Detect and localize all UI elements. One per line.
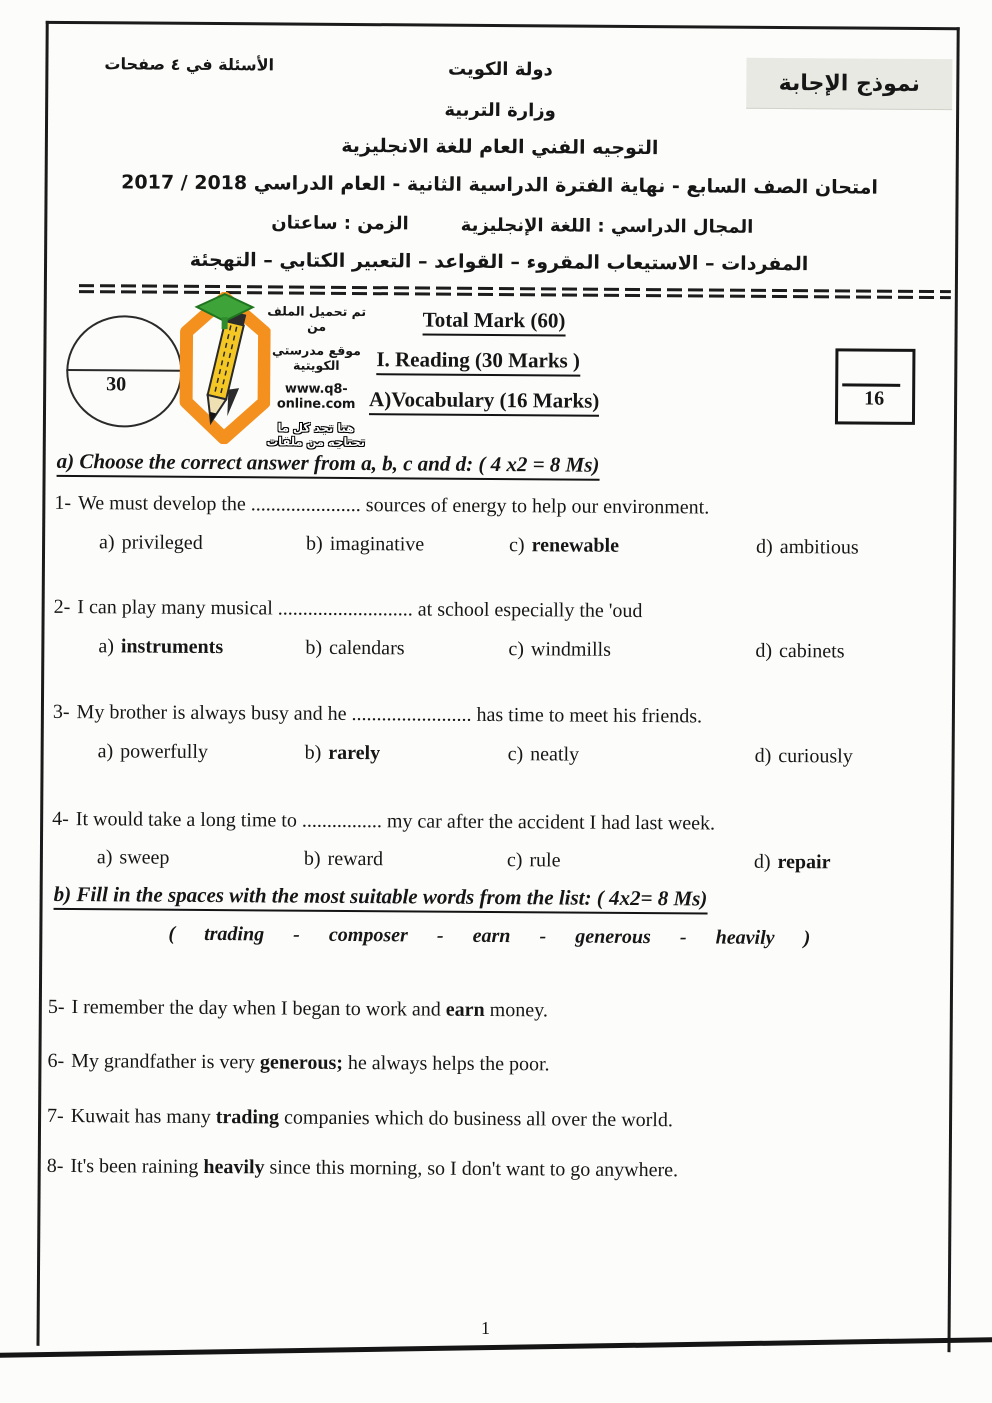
sentence-pre: I remember the day when I began to work and [71, 996, 446, 1021]
option-b [304, 848, 383, 872]
option-label: d) [753, 850, 771, 873]
option-label: b) [303, 847, 321, 870]
option-text: repair [777, 850, 831, 874]
option-text: cabinets [778, 639, 845, 663]
pages-note: الأسئلة في ٤ صفحات [104, 54, 275, 75]
answer-word: earn [445, 998, 485, 1021]
question-number: 8- [46, 1154, 64, 1177]
section-a-heading: a) Choose the correct answer from a, b, c and d: ( 4 x2 = 8 Ms) [57, 449, 600, 481]
question-3-options [55, 740, 955, 776]
option-label: c) [507, 743, 524, 766]
question-number: 5- [47, 995, 65, 1018]
question-4-options [54, 846, 954, 882]
sentence-post: since this morning, so I don't want to go anywhere. [264, 1156, 679, 1182]
option-d [755, 640, 844, 664]
sentence-pre: My grandfather is very [71, 1050, 261, 1074]
word-list-separator: - [539, 925, 547, 948]
time-line: الزمن : ساعتان [271, 212, 409, 235]
question-3 [53, 701, 702, 729]
watermark-line: هنا تجد كل ما تحتاجه من ملفات [266, 420, 366, 450]
option-text: privileged [121, 531, 203, 554]
option-d [755, 745, 853, 769]
question-text: I can play many musical ........................... at school especially the 'oud [77, 596, 643, 623]
word-list-item: generous [575, 925, 651, 949]
question-text: It would take a long time to ................ my car after the accident I had last week. [75, 808, 716, 835]
word-list-separator: - [679, 926, 687, 949]
option-c [508, 743, 580, 766]
answer-word: heavily [203, 1155, 265, 1179]
option-label: b) [304, 741, 322, 764]
option-label: a) [99, 531, 115, 554]
option-text: instruments [120, 635, 224, 659]
option-b [305, 742, 381, 766]
option-text: sweep [119, 846, 170, 869]
option-c [509, 534, 619, 558]
option-c [508, 638, 611, 662]
sentence-pre: Kuwait has many [70, 1105, 216, 1129]
option-text: reward [327, 847, 384, 871]
watermark-line: تم تحميل الملف من [267, 303, 367, 334]
word-list [168, 923, 810, 950]
option-a [97, 846, 170, 870]
question-2 [54, 596, 643, 623]
mark-box-divider [842, 383, 900, 386]
option-text: ambitious [779, 535, 859, 559]
option-a [98, 740, 208, 764]
sentence-7 [47, 1105, 673, 1132]
question-number: 2- [53, 595, 71, 619]
word-list-separator: - [293, 923, 300, 946]
word-list-item: heavily [715, 926, 775, 949]
option-label: a) [96, 846, 113, 869]
option-label: b) [306, 532, 323, 555]
skills-line: المفردات – الاستيعاب المقروء – القواعد – التعبير الكتابي – التهجئة [189, 248, 809, 276]
option-d [754, 851, 831, 875]
subject-line: المجال الدراسي : اللغة الإنجليزية [460, 214, 754, 238]
paren-open: ( [168, 922, 176, 945]
option-b [305, 637, 404, 661]
vocabulary-mark-value: 16 [864, 387, 885, 410]
mark-circle-divider [66, 369, 182, 372]
option-label: c) [508, 638, 524, 661]
option-text: neatly [530, 743, 580, 766]
option-c [507, 849, 561, 872]
question-number: 1- [54, 491, 72, 515]
word-list-separator: - [436, 924, 444, 947]
reading-heading: I. Reading (30 Marks ) [376, 347, 580, 376]
sentence-post: money. [484, 998, 548, 1022]
sentence-post: he always helps the poor. [342, 1051, 550, 1076]
option-label: d) [756, 535, 773, 558]
option-label: d) [755, 639, 773, 662]
ministry-title: وزارة التربية [444, 99, 556, 122]
question-number: 6- [47, 1049, 65, 1072]
question-text: We must develop the ...................... sources of energy to help our environment. [77, 492, 710, 519]
watermark-site-url: www.q8-online.com [276, 381, 356, 413]
vocabulary-heading: A)Vocabulary (16 Marks) [369, 387, 599, 417]
option-label: c) [506, 849, 523, 872]
option-a [98, 635, 223, 659]
question-number: 4- [52, 807, 69, 831]
total-mark-heading: Total Mark (60) [423, 307, 566, 336]
option-text: rule [529, 849, 561, 872]
q8-online-logo [178, 292, 271, 445]
vocabulary-mark-box [835, 348, 916, 425]
option-text: rarely [328, 741, 381, 765]
answer-word: trading [215, 1106, 280, 1129]
section-b-heading: b) Fill in the spaces with the most suitable words from the list: ( 4x2= 8 Ms) [54, 882, 708, 915]
word-list-item: trading [204, 922, 265, 946]
country-title: دولة الكويت [447, 58, 553, 81]
sentence-post: companies which do business all over the world. [279, 1106, 673, 1132]
answer-word: generous; [259, 1051, 344, 1074]
option-d [756, 536, 859, 560]
option-text: curiously [778, 744, 853, 768]
option-label: b) [305, 636, 323, 659]
reading-mark-circle [66, 315, 183, 428]
question-number: 7- [47, 1104, 64, 1127]
option-text: powerfully [120, 740, 209, 763]
option-text: calendars [328, 636, 405, 660]
question-4 [52, 808, 715, 836]
sentence-6 [47, 1050, 549, 1077]
option-text: renewable [531, 534, 620, 557]
sentence-8 [47, 1155, 679, 1182]
page-number: 1 [481, 1318, 490, 1338]
directorate-title: التوجيه الفني العام للغة الانجليزية [341, 134, 659, 160]
option-label: a) [98, 635, 114, 658]
option-label: d) [754, 744, 772, 767]
exam-info-line: امتحان الصف السابع - نهاية الفترة الدراسية الثانية - العام الدراسي 2018 / 2017 [121, 171, 879, 199]
question-1 [54, 492, 709, 520]
option-b [306, 533, 424, 557]
watermark-line: موقع مدرستي الكويتية [271, 342, 361, 373]
answer-model-label: نموذج الإجابة [778, 70, 921, 97]
question-1-options [56, 531, 956, 567]
word-list-item: earn [472, 924, 511, 948]
watermark-text [264, 303, 369, 458]
paren-close: ) [803, 927, 811, 950]
question-text: My brother is always busy and he ........................ has time to meet his friends. [76, 701, 703, 728]
option-text: windmills [530, 638, 612, 661]
reading-mark-value: 30 [106, 373, 127, 396]
option-label: c) [509, 534, 525, 557]
question-number: 3- [52, 700, 70, 724]
option-text: imaginative [329, 532, 425, 556]
sentence-pre: It's been raining [70, 1155, 204, 1178]
option-a [99, 531, 203, 555]
option-label: a) [97, 740, 114, 763]
sentence-5 [48, 996, 548, 1022]
word-list-item: composer [328, 923, 408, 947]
question-2-options [55, 635, 955, 671]
